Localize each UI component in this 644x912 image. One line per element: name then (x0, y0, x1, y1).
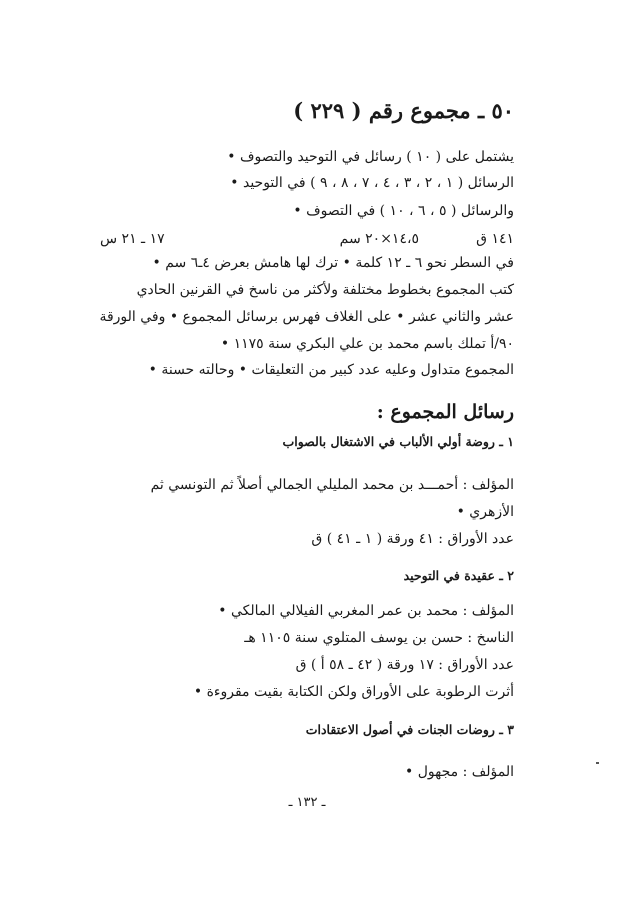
note-line: المجموع متداول وعليه عدد كبير من التعليقات • وحالته حسنة • (148, 362, 514, 378)
document-page (100, 0, 514, 912)
item-line: الناسخ : حسن بن يوسف المتلوي سنة ١١٠٥ هـ (244, 630, 514, 646)
page-size: ١٤،٥×٢٠ سم (339, 231, 419, 247)
scan-speck (596, 762, 599, 764)
item-heading: ٢ ـ عقيدة في التوحيد (403, 568, 514, 583)
note-line: ٩٠/أ تملك باسم محمد بن علي البكري سنة ١١٧٥ • (220, 336, 514, 352)
line-count: ١٧ ـ ٢١ س (100, 231, 165, 247)
item-line: عدد الأوراق : ٤١ ورقة ( ١ ـ ٤١ ) ق (311, 531, 514, 547)
item-line: أثرت الرطوبة على الأوراق ولكن الكتابة بقيت مقروءة • (193, 684, 514, 700)
description-line: الرسائل ( ١ ، ٢ ، ٣ ، ٤ ، ٧ ، ٨ ، ٩ ) في التوحيد • (230, 175, 514, 191)
item-heading: ١ ـ روضة أولي الألباب في الاشتغال بالصواب (282, 434, 514, 449)
description-line: والرسائل ( ٥ ، ٦ ، ١٠ ) في التصوف • (293, 203, 514, 219)
page-number: ـ ١٣٢ ـ (288, 795, 326, 810)
item-line: المؤلف : محمد بن عمر المغربي الفيلالي المالكي • (218, 603, 514, 619)
leaves-count: ١٤١ ق (476, 231, 514, 247)
item-heading: ٣ ـ روضات الجنات في أصول الاعتقادات (305, 722, 514, 737)
section-title: رسائل المجموع : (376, 401, 514, 423)
item-line: عدد الأوراق : ١٧ ورقة ( ٤٢ ـ ٥٨ أ ) ق (295, 657, 514, 673)
item-line: المؤلف : مجهول • (405, 764, 514, 780)
note-line: كتب المجموع بخطوط مختلفة ولأكثر من ناسخ في القرنين الحادي (136, 282, 514, 298)
item-line: المؤلف : أحمـــد بن محمد المليلي الجمالي أصلاً ثم التونسي ثم (150, 477, 514, 493)
description-line: يشتمل على ( ١٠ ) رسائل في التوحيد والتصوف • (227, 149, 514, 165)
note-line: في السطر نحو ٦ ـ ١٢ كلمة • ترك لها هامش بعرض ٤ـ٦ سم • (152, 255, 514, 271)
item-line: الأزهري • (456, 504, 514, 520)
note-line: عشر والثاني عشر • على الغلاف فهرس برسائل المجموع • وفي الورقة (99, 309, 514, 325)
collection-title: ٥٠ ـ مجموع رقم ( ٢٢٩ ) (293, 98, 514, 123)
